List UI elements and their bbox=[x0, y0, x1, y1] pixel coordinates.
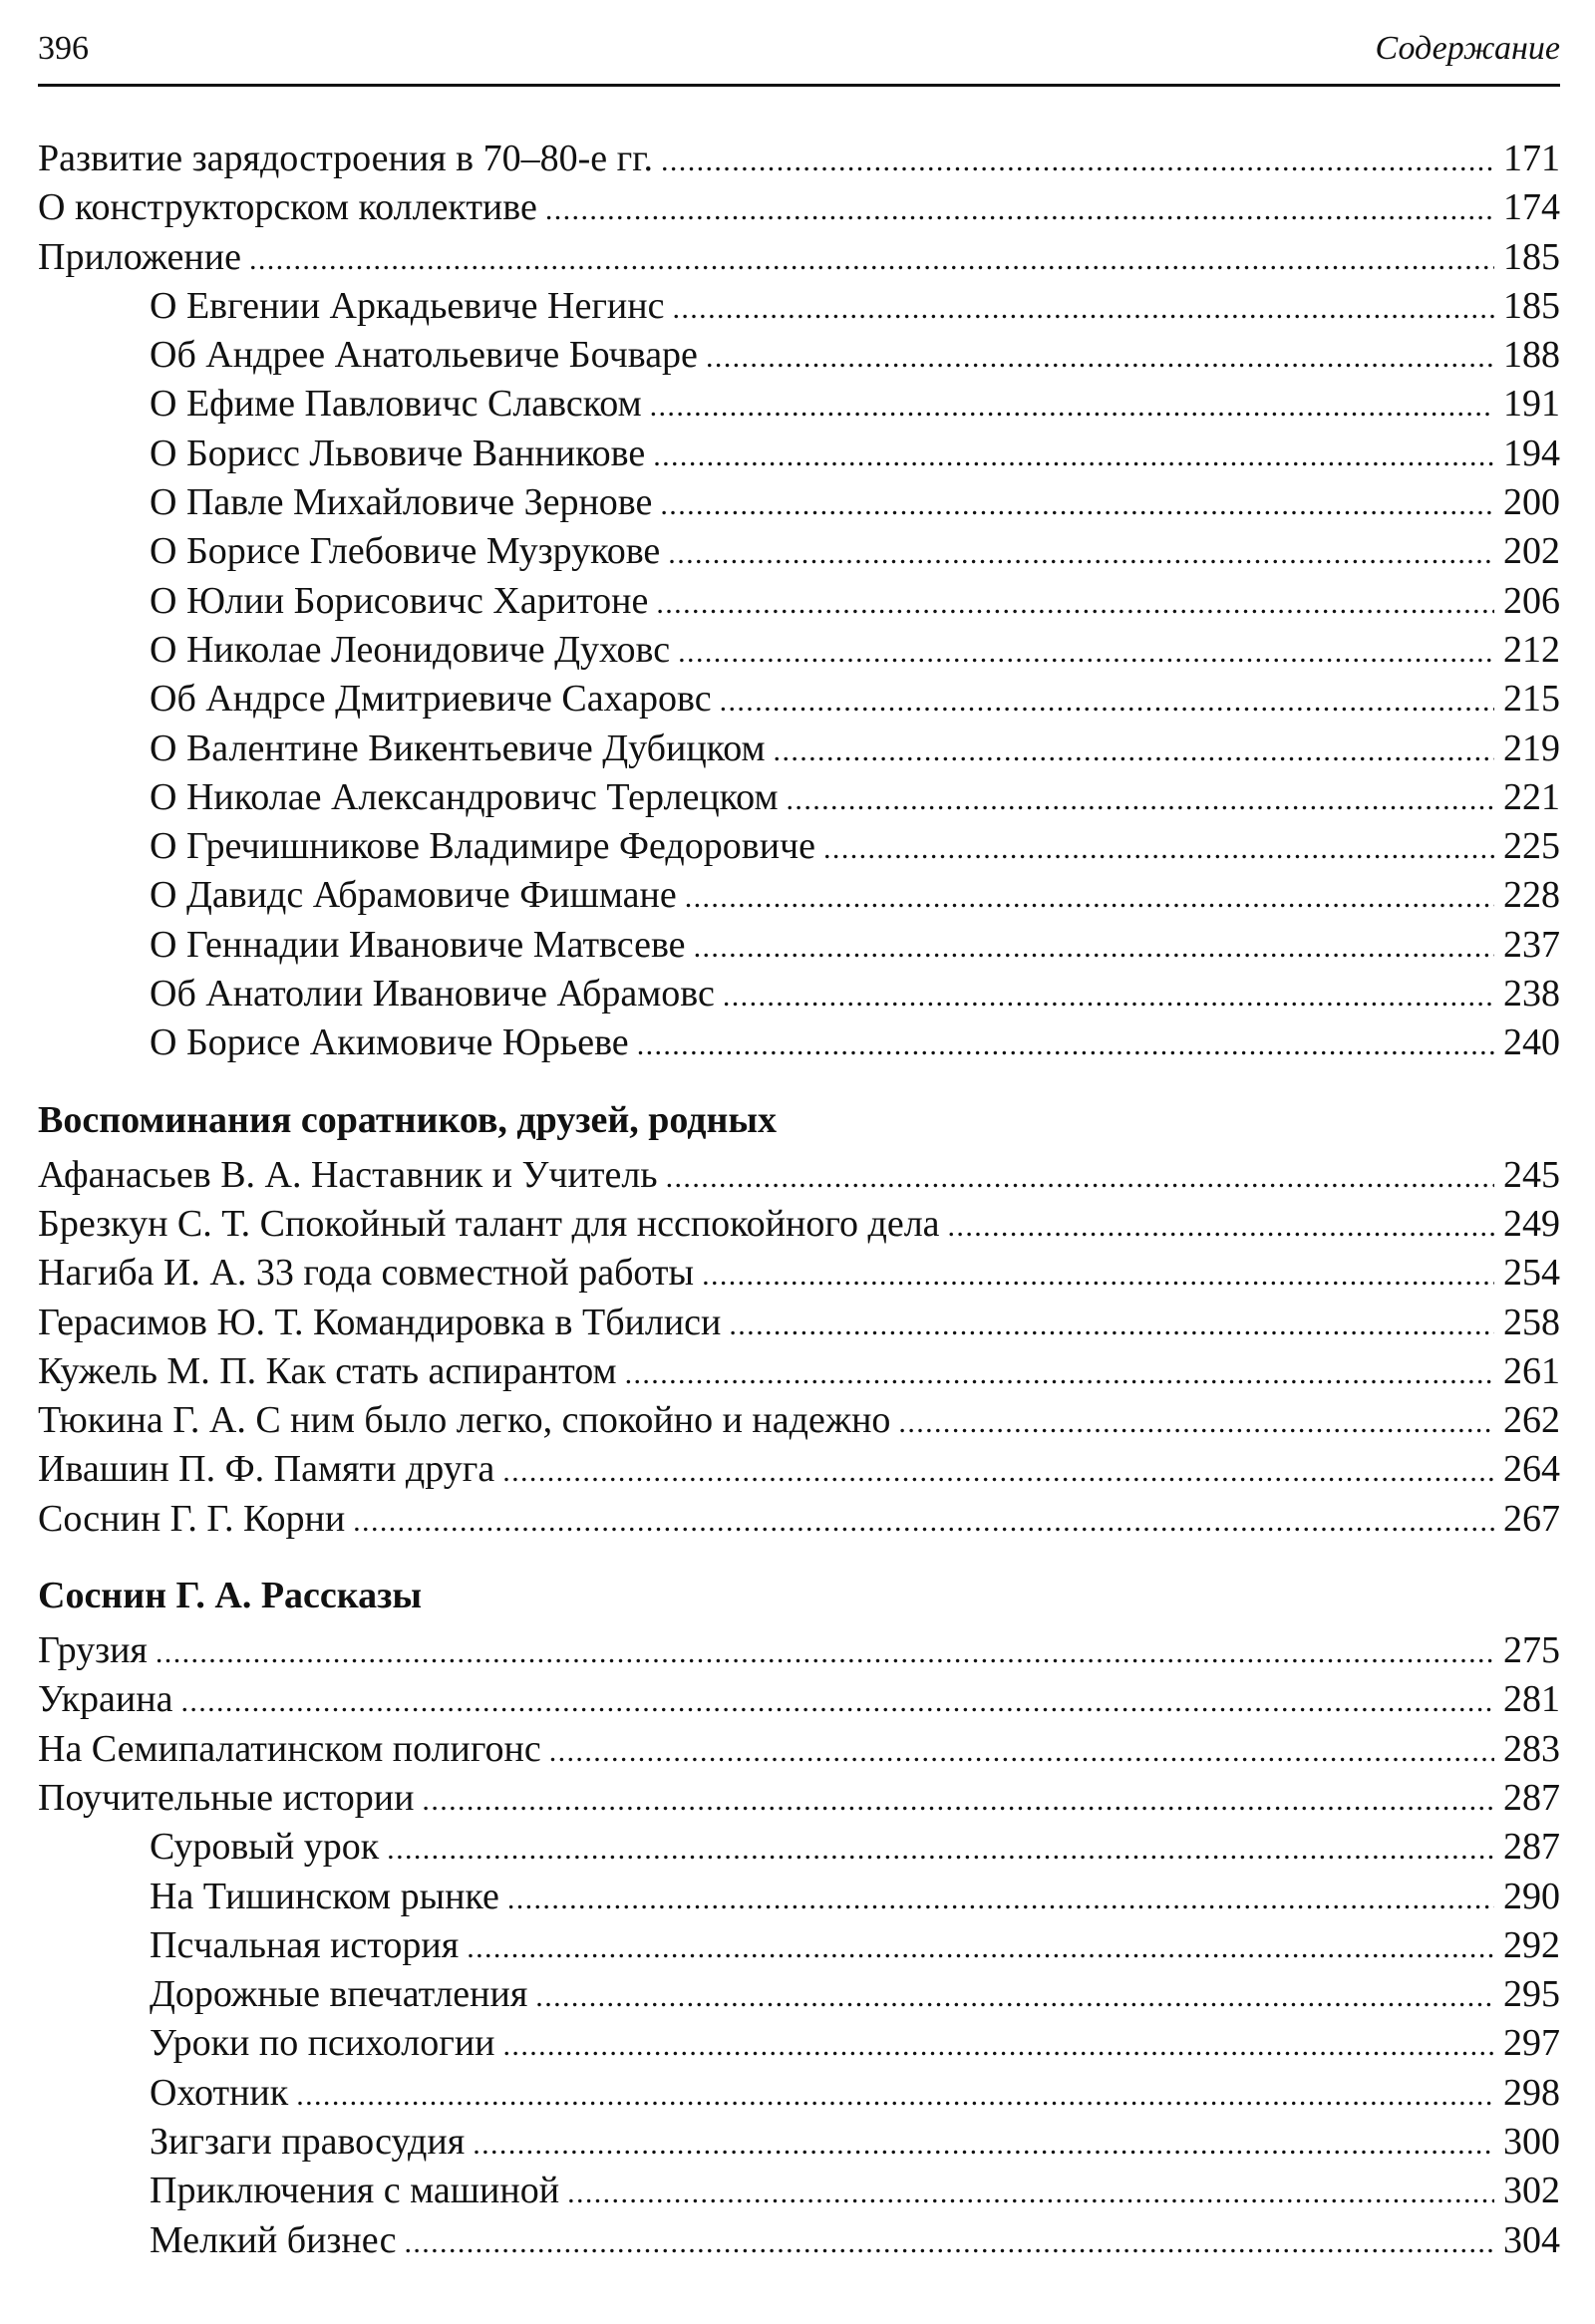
toc-entry-page: 215 bbox=[1503, 678, 1560, 721]
dot-leader bbox=[656, 579, 1494, 628]
toc-entry-page: 174 bbox=[1503, 186, 1560, 229]
toc-entry-page: 228 bbox=[1503, 874, 1560, 917]
toc-entry-title: О Борисе Акимовиче Юрьеве bbox=[150, 1021, 629, 1064]
toc-entry-title: О Валентине Викентьевиче Дубицком bbox=[150, 726, 766, 769]
toc-entry-title: Пcчальная история bbox=[150, 1923, 460, 1966]
toc-entry-page: 245 bbox=[1503, 1153, 1560, 1196]
toc-entry-title: Брезкун С. Т. Спокойный талант для нсспокойного дела bbox=[38, 1202, 940, 1245]
dot-leader bbox=[650, 382, 1494, 431]
toc-entry-title: Об Анатолии Ивановиче Абрамовс bbox=[150, 973, 715, 1016]
toc-entry bbox=[38, 1249, 1560, 1298]
toc-subentry bbox=[38, 675, 1560, 724]
toc-entry-page: 302 bbox=[1503, 2170, 1560, 2212]
toc-entry-page: 206 bbox=[1503, 579, 1560, 622]
toc-entry-title: Герасимов Ю. Т. Командировка в Тбилиси bbox=[38, 1301, 722, 1343]
toc-subentry bbox=[38, 430, 1560, 478]
toc-subentry bbox=[38, 1873, 1560, 1921]
toc-entry-title: Кужель М. П. Как стать аспирантом bbox=[38, 1349, 617, 1392]
toc-entry bbox=[38, 233, 1560, 282]
toc-subentry bbox=[38, 773, 1560, 822]
toc-entry-page: 267 bbox=[1503, 1497, 1560, 1540]
toc-entry-title: Об Андрсе Дмитриевиче Сахаровс bbox=[150, 678, 712, 721]
toc-entry-page: 185 bbox=[1503, 284, 1560, 327]
toc-entry-title: Суровый урок bbox=[150, 1826, 380, 1869]
page-number: 396 bbox=[38, 30, 89, 67]
dot-leader bbox=[567, 2169, 1494, 2217]
toc-entry bbox=[38, 1151, 1560, 1200]
toc-entry bbox=[38, 1774, 1560, 1823]
toc-entry-page: 202 bbox=[1503, 530, 1560, 573]
toc-entry-title: Ивашин П. Ф. Памяти друга bbox=[38, 1448, 495, 1491]
toc-subentry bbox=[38, 871, 1560, 920]
toc-entry-page: 264 bbox=[1503, 1448, 1560, 1491]
toc-subentry bbox=[38, 2069, 1560, 2118]
dot-leader bbox=[545, 185, 1494, 234]
dot-leader bbox=[625, 1349, 1494, 1398]
dot-leader bbox=[678, 628, 1494, 677]
toc-entry-page: 221 bbox=[1503, 775, 1560, 818]
toc-subentry bbox=[38, 282, 1560, 331]
dot-leader bbox=[296, 2071, 1494, 2120]
toc-entry-title: О Николае Александровичс Терлецком bbox=[150, 775, 779, 818]
toc-entry-page: 200 bbox=[1503, 481, 1560, 524]
dot-leader bbox=[723, 972, 1494, 1020]
toc-entry bbox=[38, 1445, 1560, 1494]
toc-entry-title: О Юлии Борисовичс Харитоне bbox=[150, 579, 649, 622]
dot-leader bbox=[661, 137, 1494, 185]
toc-subentry bbox=[38, 2167, 1560, 2215]
toc-entry-page: 262 bbox=[1503, 1399, 1560, 1442]
toc-subentry bbox=[38, 2118, 1560, 2167]
dot-leader bbox=[720, 677, 1494, 726]
section-heading: Воспоминания соратников, друзей, родных bbox=[38, 1098, 778, 1141]
toc-subentry bbox=[38, 1823, 1560, 1872]
dot-leader bbox=[672, 284, 1494, 333]
toc-entry-title: Нагиба И. А. 33 года совместной работы bbox=[38, 1252, 695, 1295]
page-header bbox=[38, 22, 1560, 87]
dot-leader bbox=[503, 2021, 1494, 2070]
dot-leader bbox=[948, 1202, 1494, 1251]
toc-entry-page: 171 bbox=[1503, 138, 1560, 179]
dot-leader bbox=[653, 432, 1494, 480]
toc-entry-page: 238 bbox=[1503, 973, 1560, 1016]
toc-entry-page: 240 bbox=[1503, 1021, 1560, 1064]
toc-entry bbox=[38, 1725, 1560, 1774]
toc-entry-title: Грузия bbox=[38, 1629, 148, 1672]
dot-leader bbox=[422, 1776, 1494, 1825]
toc-entry-page: 281 bbox=[1503, 1678, 1560, 1721]
toc-entry-title: Приключения с машиной bbox=[150, 2170, 560, 2212]
dot-leader bbox=[668, 529, 1494, 578]
toc-subentry bbox=[38, 1970, 1560, 2019]
toc-entry-title: О Давидс Абрамовиче Фишмане bbox=[150, 874, 677, 917]
dot-leader bbox=[660, 480, 1494, 529]
section-heading: Соснин Г. А. Рассказы bbox=[38, 1575, 423, 1617]
dot-leader bbox=[535, 1972, 1494, 2021]
toc-entry-title: О Гречишникове Владимире Федоровиче bbox=[150, 825, 816, 868]
dot-leader bbox=[353, 1497, 1494, 1546]
dot-leader bbox=[549, 1727, 1494, 1776]
toc-entry bbox=[38, 1675, 1560, 1724]
toc-entry-title: Зигзаги правосудия bbox=[150, 2120, 466, 2163]
toc-entry-title: Приложение bbox=[38, 235, 241, 278]
toc-entry-page: 212 bbox=[1503, 628, 1560, 671]
toc-entry-page: 191 bbox=[1503, 383, 1560, 426]
toc-subentry bbox=[38, 1018, 1560, 1067]
toc-entry bbox=[38, 1347, 1560, 1396]
toc-entry-page: 304 bbox=[1503, 2218, 1560, 2261]
dot-leader bbox=[507, 1875, 1494, 1923]
toc-entry-title: Афанасьев В. А. Наставник и Учитель bbox=[38, 1153, 658, 1196]
toc-subentry bbox=[38, 725, 1560, 773]
dot-leader bbox=[502, 1447, 1494, 1496]
toc-entry-title: Тюкина Г. А. С ним было легко, спокойно и надежно bbox=[38, 1399, 891, 1442]
toc-entry-title: О Борисс Львовиче Ванникове bbox=[150, 432, 646, 474]
dot-leader bbox=[180, 1677, 1494, 1726]
toc-entry-title: Мелкий бизнес bbox=[150, 2218, 397, 2261]
toc-entry-page: 225 bbox=[1503, 825, 1560, 868]
toc-subentry bbox=[38, 1921, 1560, 1970]
toc-subentry bbox=[38, 626, 1560, 675]
toc-entry-page: 254 bbox=[1503, 1252, 1560, 1295]
toc-entry-title: О конструкторском коллективе bbox=[38, 186, 537, 229]
toc-entry bbox=[38, 183, 1560, 232]
toc-subentry bbox=[38, 921, 1560, 970]
dot-leader bbox=[404, 2218, 1494, 2267]
dot-leader bbox=[823, 824, 1494, 873]
dot-leader bbox=[467, 1923, 1494, 1972]
toc-entry-title: Уроки по психологии bbox=[150, 2022, 495, 2065]
toc-entry-title: На Семипалатинском полигонс bbox=[38, 1727, 541, 1770]
toc-entry-page: 287 bbox=[1503, 1776, 1560, 1819]
toc-subentry bbox=[38, 331, 1560, 380]
toc-entry-page: 188 bbox=[1503, 334, 1560, 377]
dot-leader bbox=[706, 333, 1494, 382]
toc-entry-page: 295 bbox=[1503, 1973, 1560, 2016]
running-title: Содержание bbox=[1375, 30, 1560, 67]
toc-entry-page: 258 bbox=[1503, 1301, 1560, 1343]
table-of-contents bbox=[38, 135, 1560, 2265]
toc-entry-page: 297 bbox=[1503, 2022, 1560, 2065]
dot-leader bbox=[702, 1251, 1494, 1300]
toc-entry-page: 237 bbox=[1503, 923, 1560, 966]
toc-entry-page: 287 bbox=[1503, 1826, 1560, 1869]
dot-leader bbox=[666, 1153, 1494, 1202]
dot-leader bbox=[729, 1301, 1494, 1349]
toc-entry bbox=[38, 135, 1560, 183]
toc-entry-title: На Тишинском рынке bbox=[150, 1875, 499, 1917]
toc-entry-title: Поучительные истории bbox=[38, 1776, 415, 1819]
dot-leader bbox=[156, 1628, 1494, 1677]
toc-entry-page: 290 bbox=[1503, 1875, 1560, 1917]
toc-subentry bbox=[38, 2019, 1560, 2068]
toc-entry bbox=[38, 1626, 1560, 1675]
dot-leader bbox=[774, 726, 1494, 775]
toc-entry bbox=[38, 1495, 1560, 1544]
toc-subentry bbox=[38, 478, 1560, 527]
toc-entry-page: 261 bbox=[1503, 1349, 1560, 1392]
toc-entry-page: 194 bbox=[1503, 432, 1560, 474]
toc-entry-title: О Евгении Аркадьевиче Негинс bbox=[150, 284, 665, 327]
toc-entry-title: О Геннадии Ивановиче Матвсеве bbox=[150, 923, 686, 966]
toc-subentry bbox=[38, 822, 1560, 871]
dot-leader bbox=[249, 235, 1494, 284]
toc-entry-title: Охотник bbox=[150, 2071, 289, 2114]
toc-entry-page: 185 bbox=[1503, 235, 1560, 278]
dot-leader bbox=[898, 1398, 1494, 1447]
toc-entry-title: Развитие зарядостроения в 70–80-е гг. bbox=[38, 138, 653, 179]
dot-leader bbox=[387, 1825, 1494, 1874]
toc-entry-page: 283 bbox=[1503, 1727, 1560, 1770]
toc-entry-page: 249 bbox=[1503, 1202, 1560, 1245]
toc-entry-title: О Ефиме Павловичс Славском bbox=[150, 383, 642, 426]
toc-entry-title: О Павле Михайловиче Зернове bbox=[150, 481, 653, 524]
toc-entry-page: 300 bbox=[1503, 2120, 1560, 2163]
toc-entry bbox=[38, 1200, 1560, 1249]
toc-subentry bbox=[38, 577, 1560, 626]
toc-entry-title: О Борисе Глебовиче Музрукове bbox=[150, 530, 661, 573]
dot-leader bbox=[685, 873, 1494, 922]
dot-leader bbox=[473, 2120, 1494, 2169]
toc-entry bbox=[38, 1299, 1560, 1347]
toc-entry-title: Дорожные впечатления bbox=[150, 1973, 528, 2016]
toc-entry-title: Украина bbox=[38, 1678, 173, 1721]
toc-entry-page: 275 bbox=[1503, 1629, 1560, 1672]
toc-entry-title: Соснин Г. Г. Корни bbox=[38, 1497, 346, 1540]
toc-entry bbox=[38, 1396, 1560, 1445]
toc-entry-title: О Николае Леонидовиче Духовс bbox=[150, 628, 671, 671]
toc-entry-page: 292 bbox=[1503, 1923, 1560, 1966]
toc-subentry bbox=[38, 2216, 1560, 2265]
toc-subentry bbox=[38, 527, 1560, 576]
toc-subentry bbox=[38, 380, 1560, 429]
dot-leader bbox=[787, 775, 1494, 824]
dot-leader bbox=[694, 923, 1494, 972]
dot-leader bbox=[637, 1020, 1494, 1069]
toc-entry-page: 298 bbox=[1503, 2071, 1560, 2114]
toc-subentry bbox=[38, 970, 1560, 1018]
toc-entry-page: 219 bbox=[1503, 726, 1560, 769]
toc-entry-title: Об Андрее Анатольевиче Бочваре bbox=[150, 334, 698, 377]
